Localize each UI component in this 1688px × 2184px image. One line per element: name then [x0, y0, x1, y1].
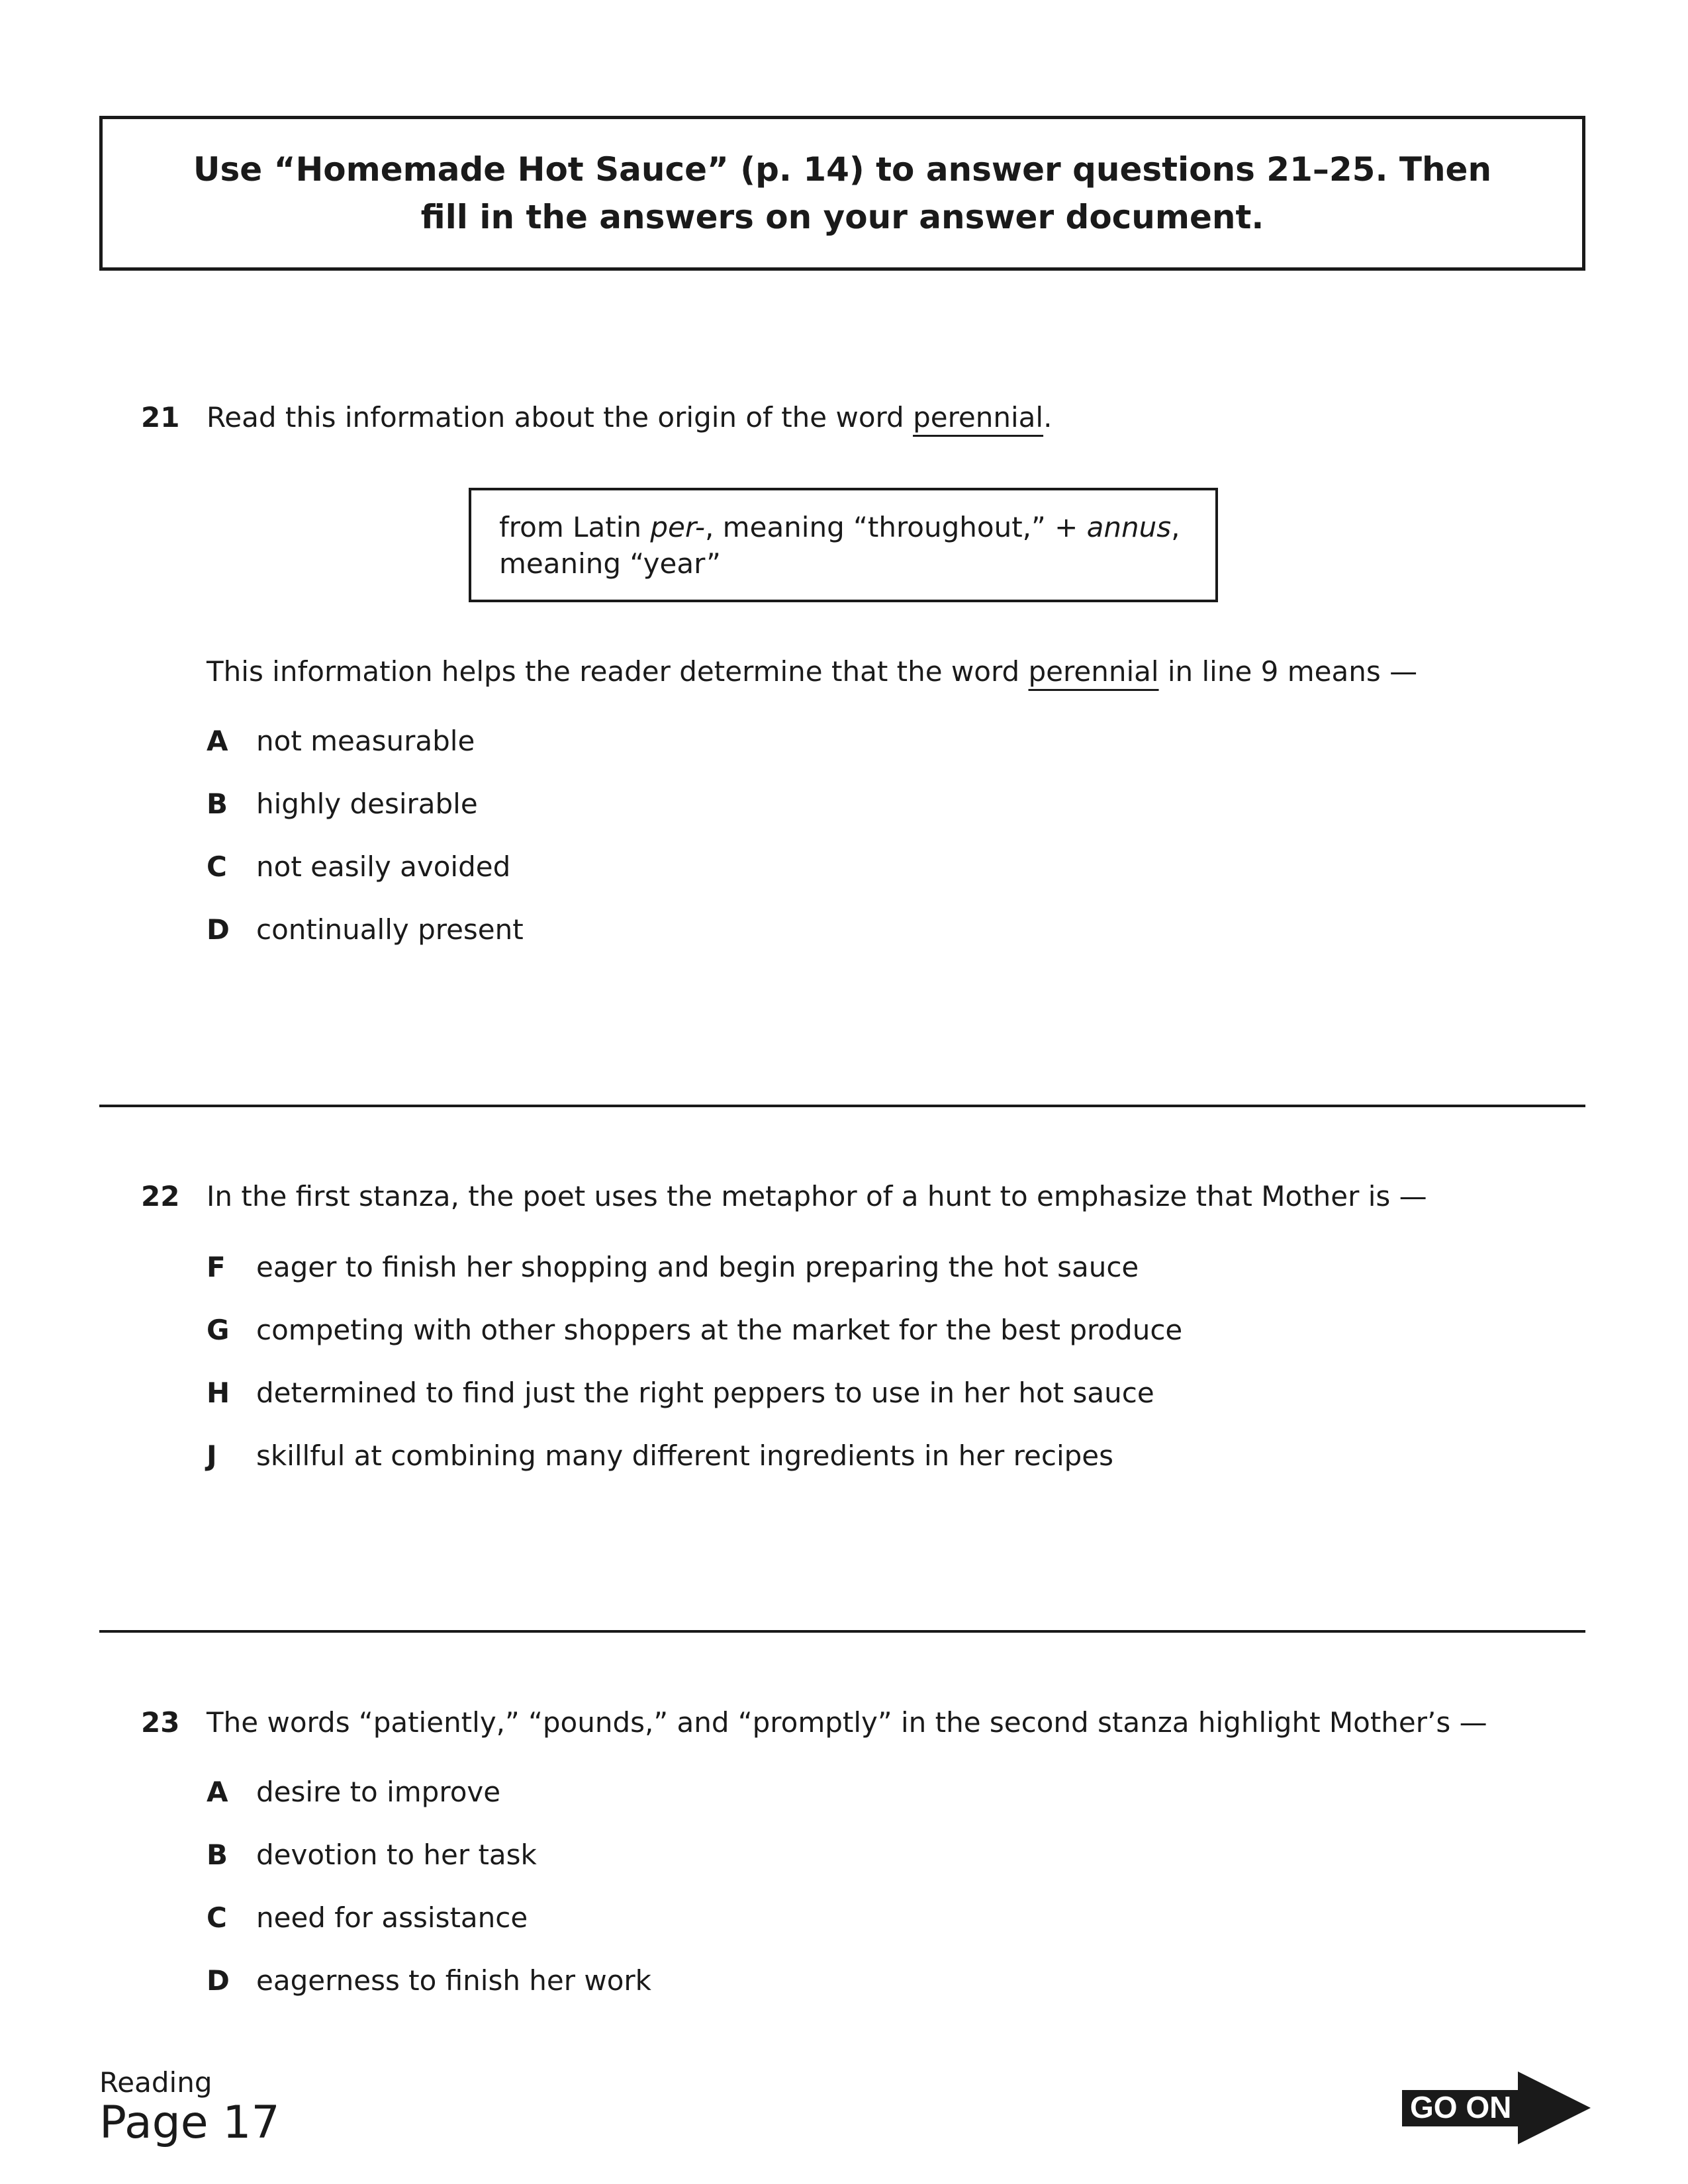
option-letter: B: [207, 1839, 228, 1871]
page-number: Page 17: [99, 2097, 280, 2149]
etymology-italic: per-: [650, 511, 705, 543]
instruction-box: [99, 116, 1585, 271]
option-letter: G: [207, 1314, 230, 1346]
option-letter: B: [207, 788, 228, 820]
prompt-text: This information helps the reader determine that the word: [207, 655, 1029, 688]
question-prompt-21: [207, 655, 1417, 688]
option-text: not easily avoided: [256, 850, 511, 883]
option-text: desire to improve: [256, 1776, 501, 1808]
instruction-line-2: fill in the answers on your answer document.: [420, 198, 1264, 236]
option-letter: D: [207, 913, 230, 946]
underlined-word: perennial: [1028, 655, 1159, 688]
option-text: not measurable: [256, 725, 475, 757]
question-number-21: 21: [141, 401, 180, 433]
section-divider: [99, 1105, 1585, 1107]
etymology-italic: annus: [1086, 511, 1172, 543]
option-letter: D: [207, 1964, 230, 1997]
option-text: competing with other shoppers at the market for the best produce: [256, 1314, 1183, 1346]
option-text: skillful at combining many different ingredients in her recipes: [256, 1439, 1114, 1472]
question-stem-22: In the first stanza, the poet uses the metaphor of a hunt to emphasize that Mother is —: [207, 1180, 1427, 1212]
instruction-text: [193, 146, 1491, 241]
question-stem-23: The words “patiently,” “pounds,” and “promptly” in the second stanza highlight Mother’s —: [207, 1706, 1487, 1739]
etymology-line-1: [499, 509, 1189, 545]
option-letter: J: [207, 1439, 217, 1472]
option-letter: C: [207, 850, 227, 883]
etymology-box: [469, 488, 1218, 602]
go-on-label: GO ON: [1410, 2090, 1512, 2124]
question-number-23: 23: [141, 1706, 180, 1739]
option-text: need for assistance: [256, 1901, 528, 1934]
footer-subject: Reading: [99, 2066, 212, 2099]
instruction-line-1: Use “Homemade Hot Sauce” (p. 14) to answer questions 21–25. Then: [193, 150, 1492, 189]
option-text: eagerness to finish her work: [256, 1964, 652, 1997]
etymology-text: , meaning “throughout,” +: [704, 511, 1087, 543]
question-number-22: 22: [141, 1180, 180, 1212]
etymology-line-2: meaning “year”: [499, 547, 721, 580]
option-text: eager to finish her shopping and begin preparing the hot sauce: [256, 1251, 1139, 1283]
etymology-text: ,: [1171, 511, 1180, 543]
option-letter: A: [207, 725, 228, 757]
etymology-text: from Latin: [499, 511, 651, 543]
stem-text-end: .: [1043, 401, 1053, 433]
section-divider: [99, 1630, 1585, 1633]
option-letter: A: [207, 1776, 228, 1808]
go-on-arrow-icon: [1402, 2071, 1591, 2144]
question-stem-21: [207, 401, 1052, 433]
option-letter: F: [207, 1251, 226, 1283]
option-text: determined to find just the right peppers to use in her hot sauce: [256, 1377, 1154, 1409]
option-letter: H: [207, 1377, 230, 1409]
prompt-text-end: in line 9 means —: [1158, 655, 1418, 688]
option-letter: C: [207, 1901, 227, 1934]
stem-text: Read this information about the origin of the word: [207, 401, 914, 433]
option-text: continually present: [256, 913, 524, 946]
option-text: highly desirable: [256, 788, 478, 820]
option-text: devotion to her task: [256, 1839, 537, 1871]
underlined-word: perennial: [913, 401, 1044, 433]
